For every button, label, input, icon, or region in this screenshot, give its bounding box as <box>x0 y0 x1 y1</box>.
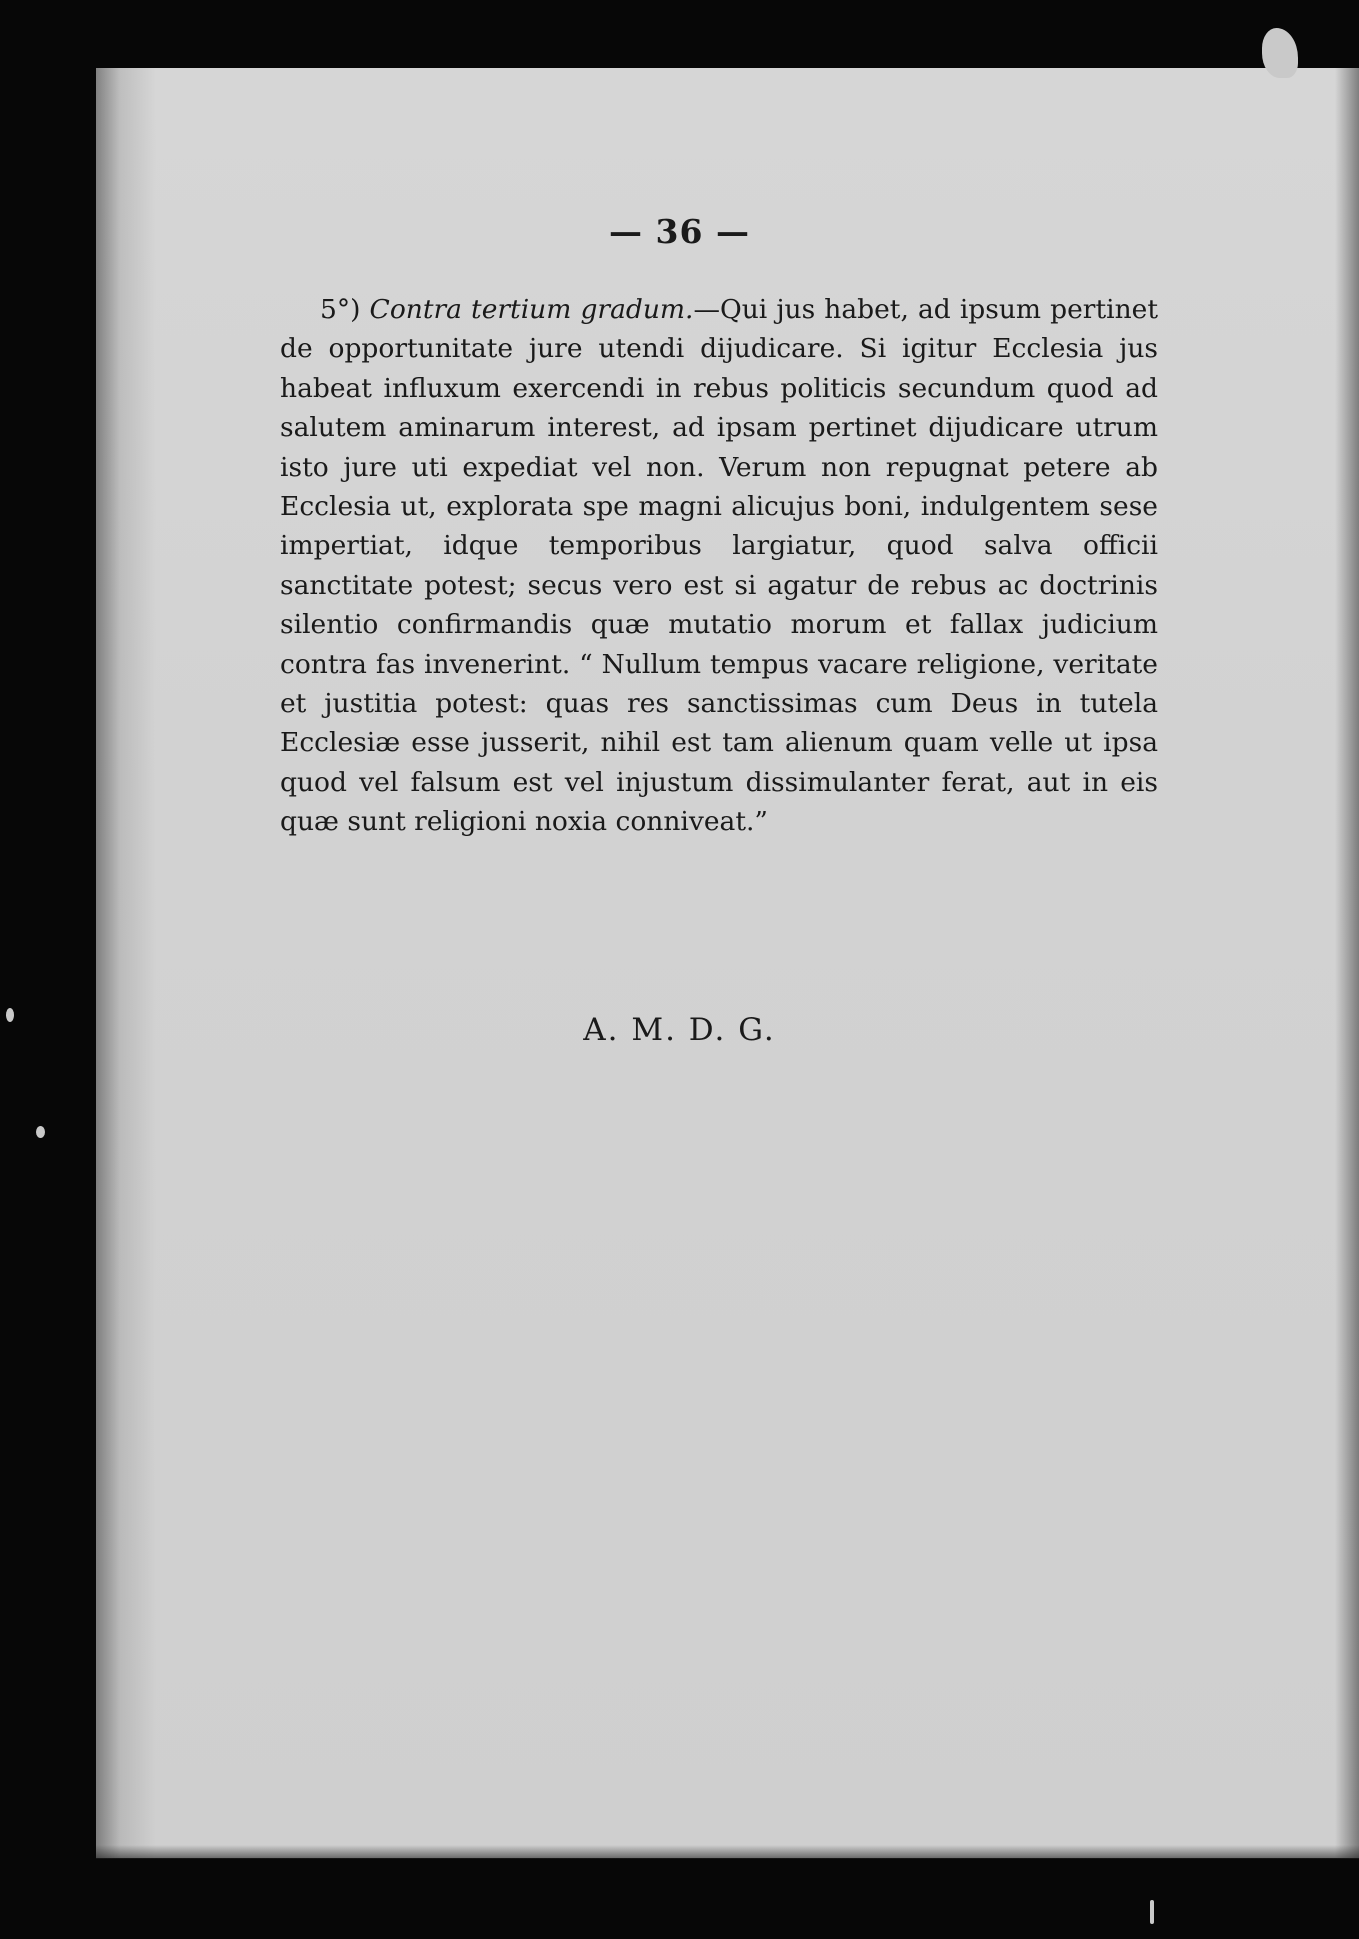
page-number: — 36 — <box>609 212 750 251</box>
page-right-edge <box>1335 68 1359 1858</box>
closing-motto: A. M. D. G. <box>583 1012 776 1048</box>
binding-shadow <box>96 68 156 1858</box>
page-bottom-edge <box>96 1845 1359 1859</box>
scan-speck <box>6 1008 14 1022</box>
scan-speck <box>1150 1900 1154 1924</box>
scan-speck <box>1262 28 1298 78</box>
scan-speck <box>36 1126 45 1138</box>
paragraph-text: —Qui jus habet, ad ipsum pertinet de opportunitate jure utendi dijudicare. Si igitur Ecclesia jus habeat influxum exercendi in rebus politicis secundum quod ad salutem aminarum interest, ad ipsam pertinet dijudicare utrum isto jure uti expediat vel non. Verum non repugnat petere ab Ecclesia ut, explorata spe magni alicujus boni, indulgentem sese impertiat, idque temporibus largiatur, quod salva officii sanctitate potest; secus vero est si agatur de rebus ac doctrinis silentio confirmandis quæ mutatio morum et fallax judicium contra fas invenerint. “ Nullum tempus vacare religione, veritate et justitia potest: quas res sanctissimas cum Deus in tutela Ecclesiæ esse jusserit, nihil est tam alienum quam velle ut ipsa quod vel falsum est vel injustum dissimulanter ferat, aut in eis quæ sunt religioni noxia conniveat.” <box>280 294 1158 838</box>
section-heading: Contra tertium gradum. <box>369 294 694 325</box>
body-paragraph <box>280 290 1158 842</box>
section-number: 5°) <box>320 294 361 325</box>
